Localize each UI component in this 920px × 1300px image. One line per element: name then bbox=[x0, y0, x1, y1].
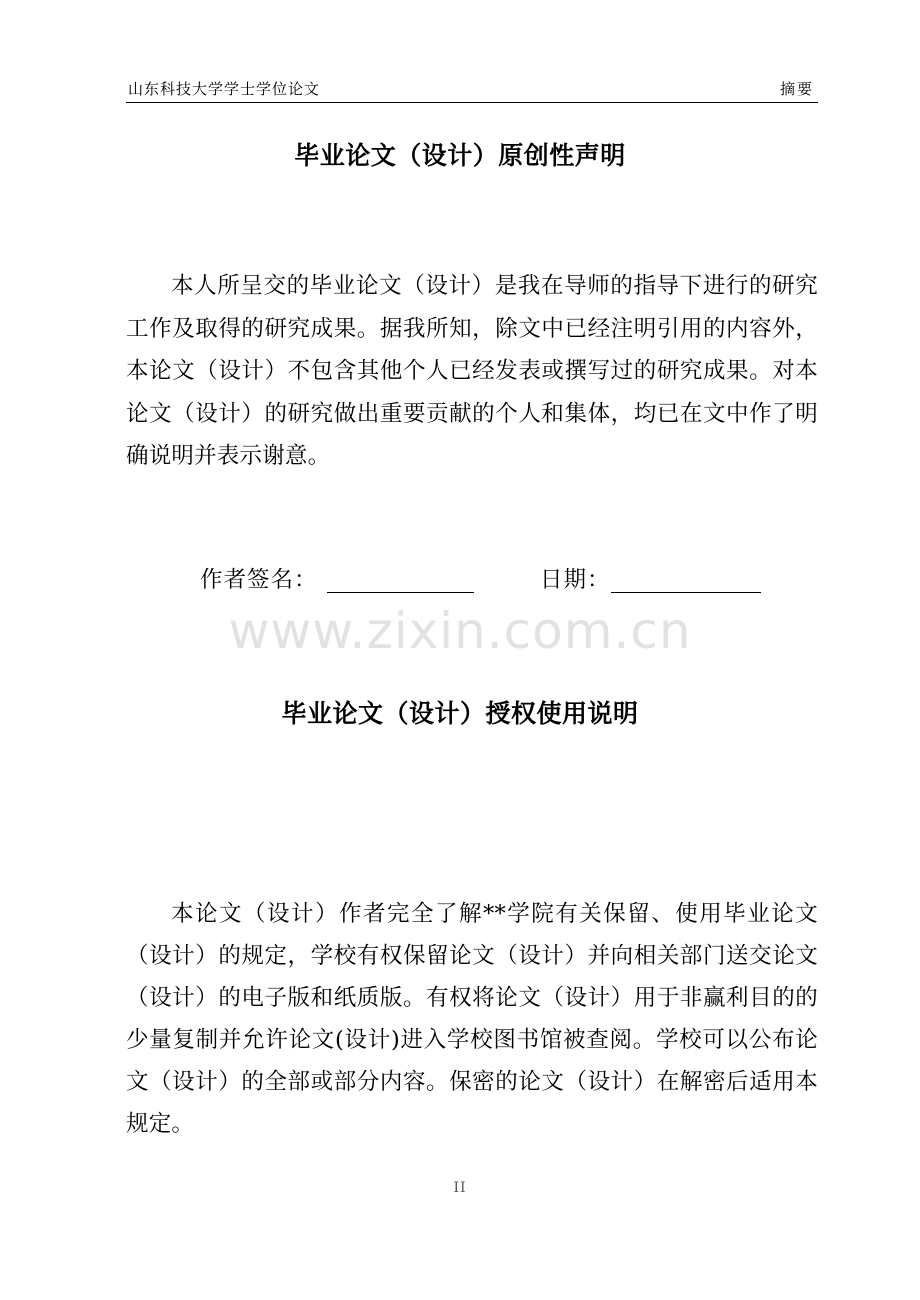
header-section-name: 摘要 bbox=[779, 80, 814, 98]
page-number: II bbox=[453, 1180, 467, 1196]
authorization-body: 本论文（设计）作者完全了解**学院有关保留、使用毕业论文（设计）的规定，学校有权保留论文（设计）并向相关部门送交论文（设计）的电子版和纸质版。有权将论文（设计）用于非赢利目的的少量复制并允许论文(设计)进入学校图书馆被查阅。学校可以公布论文（设计）的全部或部分内容。保密的论文（设计）在解密后适用本规定。 bbox=[126, 901, 818, 1137]
originality-declaration-body: 本人所呈交的毕业论文（设计）是我在导师的指导下进行的研究工作及取得的研究成果。据我所知，除文中已经注明引用的内容外，本论文（设计）不包含其他个人已经发表或撰写过的研究成果。对本论文（设计）的研究做出重要贡献的个人和集体，均已在文中作了明确说明并表示谢意。 bbox=[126, 273, 818, 469]
date-line[interactable] bbox=[611, 592, 761, 593]
watermark: www.zixin.com.cn bbox=[228, 602, 692, 660]
author-signature-line[interactable] bbox=[327, 592, 474, 593]
authorization-title: 毕业论文（设计）授权使用说明 bbox=[281, 699, 639, 728]
originality-declaration-title: 毕业论文（设计）原创性声明 bbox=[294, 141, 626, 170]
date-label: 日期： bbox=[540, 567, 611, 593]
header-thesis-title: 山东科技大学学士学位论文 bbox=[128, 80, 321, 98]
page-header bbox=[126, 76, 818, 103]
author-signature-label: 作者签名： bbox=[200, 567, 318, 593]
